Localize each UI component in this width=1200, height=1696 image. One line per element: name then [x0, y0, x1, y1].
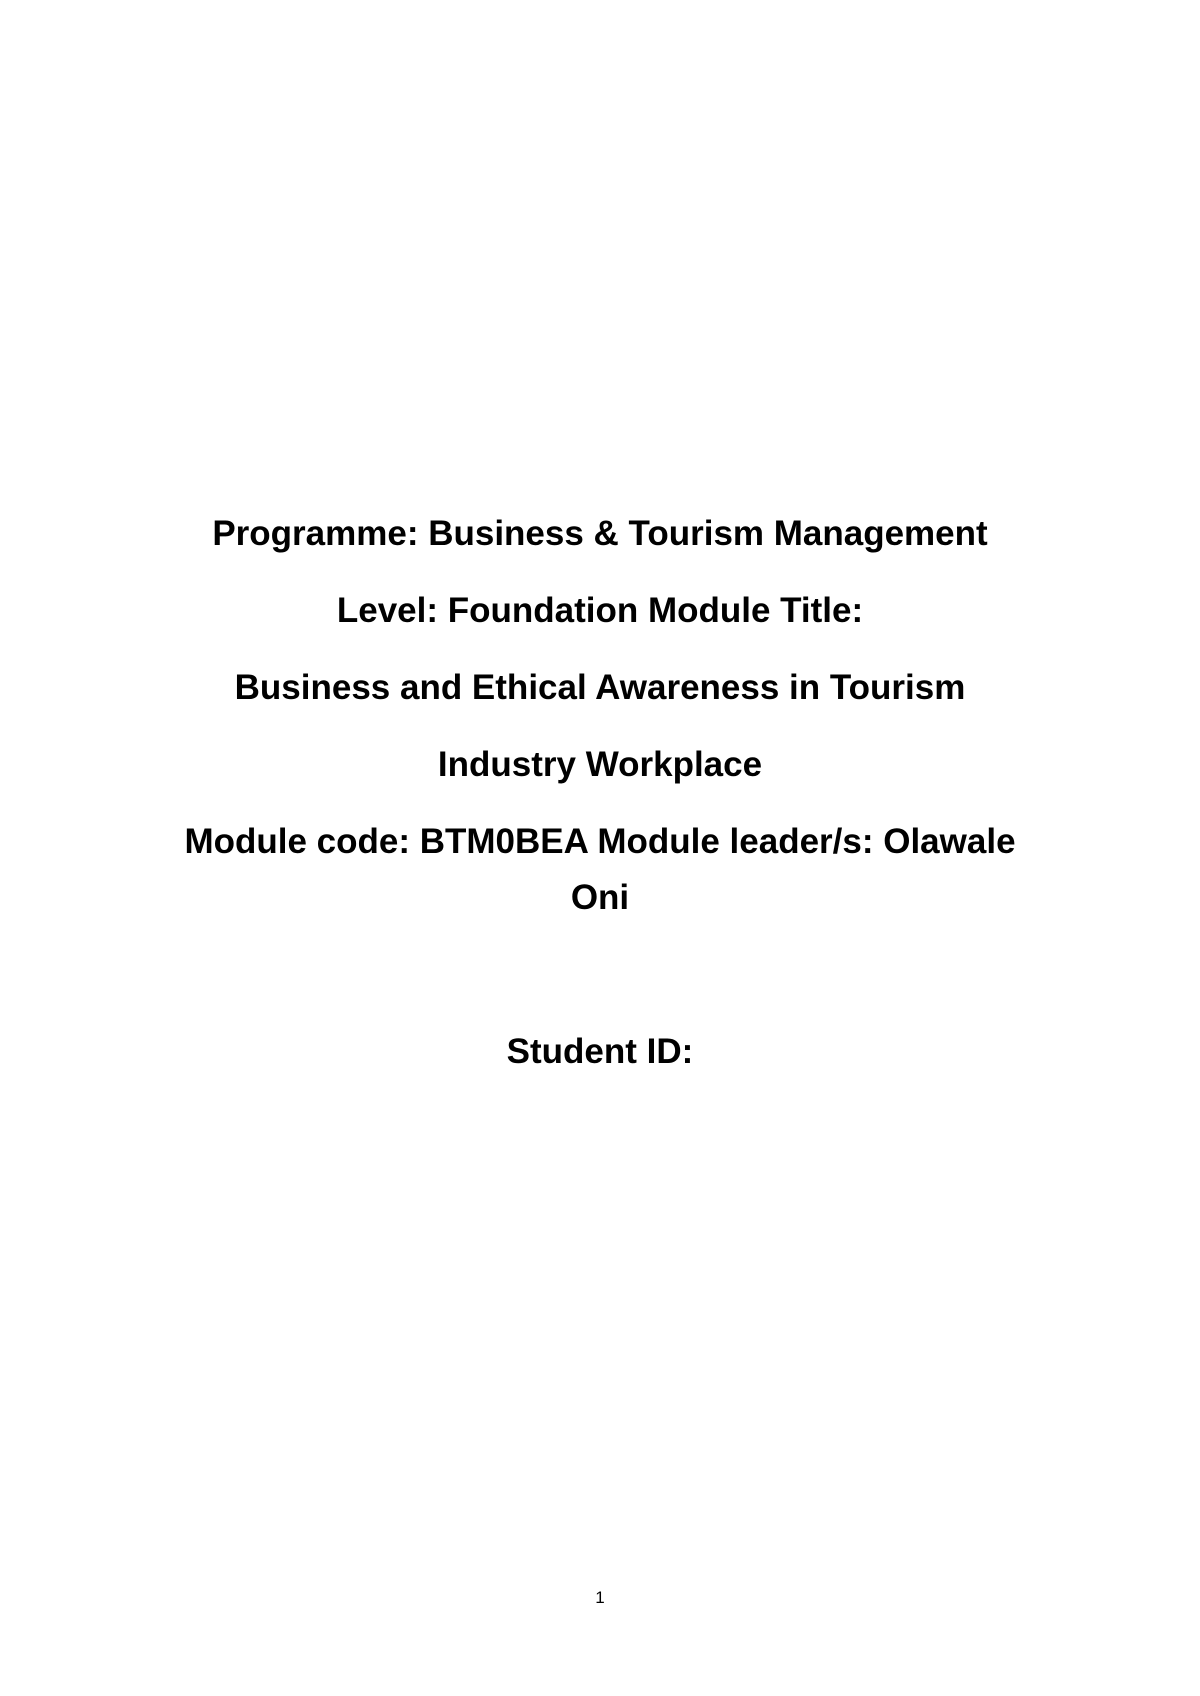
module-title-line-2: Industry Workplace: [437, 745, 763, 784]
module-title-line-1: Business and Ethical Awareness in Tourism: [234, 668, 966, 707]
page-number: 1: [595, 1588, 605, 1607]
student-id-label: Student ID:: [506, 1032, 694, 1071]
level-line: Level: Foundation Module Title:: [336, 591, 864, 630]
module-code-line: Module code: BTM0BEA Module leader/s: Olawale: [184, 822, 1016, 861]
programme-line: Programme: Business & Tourism Management: [212, 514, 988, 553]
module-leader-continuation: Oni: [570, 878, 630, 917]
